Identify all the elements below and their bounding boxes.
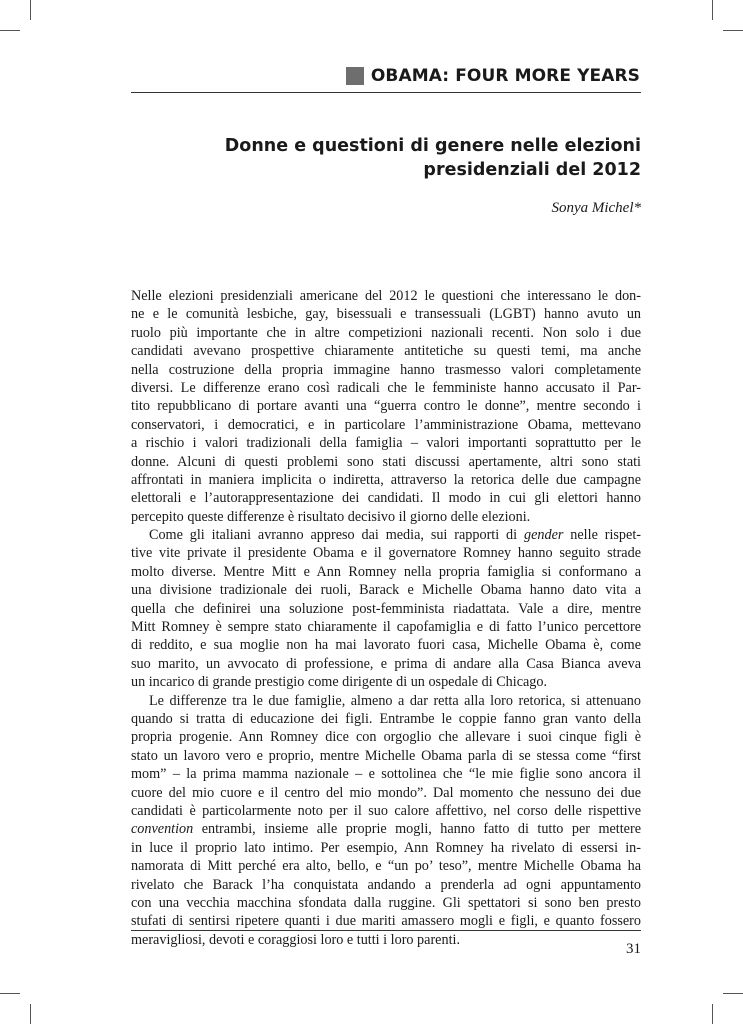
article-title xyxy=(160,134,641,182)
text-line: conservatori, i democratici, e in particolare l’amministrazione Obama, mettevano xyxy=(131,416,641,433)
text-line: propria progenie. Ann Romney dice con orgoglio che allevare i suoi cinque figli è xyxy=(131,729,641,746)
text-line: tito repubblicano di portare avanti una “guerra contro le donne”, mentre secondo i xyxy=(131,398,641,415)
text-line: donne. Alcuni di questi problemi sono stati discussi apertamente, altri sono stati xyxy=(131,453,641,470)
section-title: OBAMA: FOUR MORE YEARS xyxy=(370,66,640,86)
text-line: un incarico di grande prestigio come dirigente di un ospedale di Chicago. xyxy=(131,674,548,691)
text-line xyxy=(131,820,641,838)
text-line xyxy=(131,526,641,544)
paragraph xyxy=(131,692,641,949)
article-body xyxy=(131,287,641,949)
crop-mark-top-right-h xyxy=(723,30,743,31)
crop-mark-bottom-left-h xyxy=(0,993,20,994)
text-line: percepito queste differenze è risultato decisivo il giorno delle elezioni. xyxy=(131,508,531,525)
text-line: elettorali e l’autorappresentazione dei candidati. Il modo in cui gli elettori hanno xyxy=(131,490,641,507)
text-line: mom” – la prima mamma nazionale – e sottolinea che “le mie figlie sono ancora il xyxy=(131,766,641,783)
text-run: Come gli italiani avranno appreso dai media, sui rapporti di xyxy=(149,527,518,544)
paragraph xyxy=(131,526,641,692)
page-number: 31 xyxy=(626,941,641,957)
text-line: una divisione tradizionale dei ruoli, Barack e Michelle Obama hanno dato vita a xyxy=(131,582,641,599)
text-line: candidati avevano prospettive chiaramente antitetiche su questi temi, ma anche xyxy=(131,343,641,360)
article-title-line: Donne e questioni di genere nelle elezioni xyxy=(224,136,641,156)
crop-mark-top-left xyxy=(30,0,31,20)
text-line: namorata di Mitt perché era alto, bello, e “un po’ teso”, mentre Michelle Obama ha xyxy=(131,858,641,875)
footer-rule xyxy=(131,930,641,931)
text-line: meravigliosi, devoti e coraggiosi loro e tutti i loro parenti. xyxy=(131,931,460,948)
text-line: quella che definirei una soluzione post-femminista riadattata. Vale a dire, mentre xyxy=(131,600,641,617)
running-header xyxy=(348,64,640,88)
crop-mark-top-left-h xyxy=(0,30,20,31)
text-line: stufati di sentirsi ripetere quanti i due mariti amassero mogli e figli, e quanto fossero xyxy=(131,913,641,930)
text-run: entrambi, insieme alle proprie mogli, hanno fatto di tutto per mettere xyxy=(193,821,641,838)
text-line: ne e le comunità lesbiche, gay, bisessuali e transessuali (LGBT) hanno avuto un xyxy=(131,306,641,323)
text-line: con una vecchia macchina sfondata dalla ruggine. Gli spettatori si sono ben presto xyxy=(131,894,641,911)
text-line: candidati è particolarmente noto per il suo calore affettivo, nel corso delle rispettive xyxy=(131,802,641,819)
text-line: Mitt Romney è sempre stato chiaramente il capofamiglia e di fatto l’unico percettore xyxy=(131,619,641,636)
text-line: tive vite private il presidente Obama e il governatore Romney hanno seguito strade xyxy=(131,545,641,562)
crop-mark-top-right xyxy=(712,0,713,20)
text-line: diversi. Le differenze erano così radicali che le femministe hanno accusato il Par- xyxy=(131,379,641,396)
text-line: nella costruzione della propria immagine hanno trasmesso valori completamente xyxy=(131,361,641,378)
text-line: di reddito, e sua moglie non ha mai lavorato fuori casa, Michelle Obama è, come xyxy=(131,637,641,654)
crop-mark-bottom-right xyxy=(712,1004,713,1024)
text-line: affrontati in maniera implicita o indiretta, attraverso la retorica delle due campagne xyxy=(131,471,641,488)
text-line: molto diverse. Mentre Mitt e Ann Romney nella propria famiglia si conformano a xyxy=(131,563,641,580)
text-line: Nelle elezioni presidenziali americane del 2012 le questioni che interessano le don- xyxy=(131,288,641,304)
paragraph xyxy=(131,287,641,526)
header-rule xyxy=(131,92,641,93)
author-byline: Sonya Michel* xyxy=(551,200,641,216)
text-line: rivelato che Barack l’ha conquistata andando a prenderla ad ogni appuntamento xyxy=(131,876,641,893)
crop-mark-bottom-right-h xyxy=(723,993,743,994)
text-line: a rischio i valori tradizionali della famiglia – valori importanti soprattutto per le xyxy=(131,435,641,452)
italic-term: gender xyxy=(524,527,564,544)
crop-mark-bottom-left xyxy=(30,1004,31,1024)
text-line: quando si tratta di educazione dei figli. Entrambe le coppie fanno gran vanto della xyxy=(131,710,641,727)
text-line: in luce il proprio lato intimo. Per esempio, Ann Romney ha rivelato di essersi in- xyxy=(131,839,641,856)
text-line: Le differenze tra le due famiglie, almeno a dar retta alla loro retorica, si attenuano xyxy=(149,692,641,709)
text-line: ruolo più importante che in altre competizioni nazionali recenti. Non solo i due xyxy=(131,324,641,341)
text-line: cuore del mio cuore e il centro del mio mondo”. Dal momento che nessuno dei due xyxy=(131,784,641,801)
text-line: stato un lavoro vero e proprio, mentre Michelle Obama parla di se stessa come “first xyxy=(131,747,641,764)
article-title-line: presidenziali del 2012 xyxy=(423,160,641,180)
section-square-icon xyxy=(346,67,364,85)
italic-term: convention xyxy=(131,821,194,838)
text-run: nelle rispet- xyxy=(563,527,641,544)
text-line: suo marito, un avvocato di professione, e prima di andare alla Casa Bianca aveva xyxy=(131,655,641,672)
